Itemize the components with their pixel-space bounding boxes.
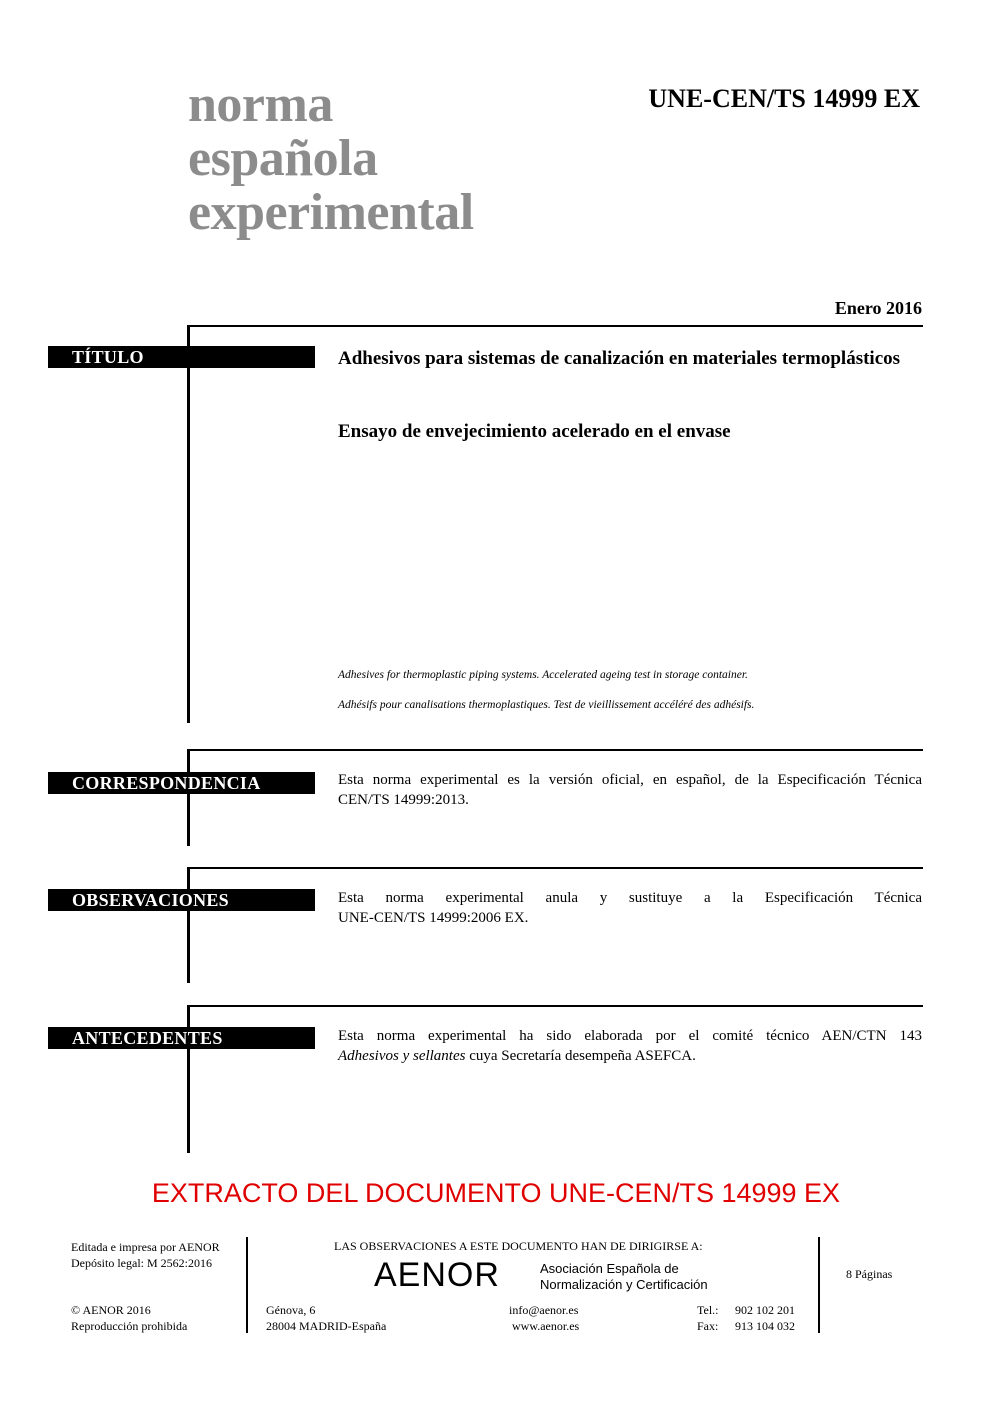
- observations-header: LAS OBSERVACIONES A ESTE DOCUMENTO HAN DE DIRIGIRSE A:: [334, 1239, 703, 1253]
- section-divider: [188, 749, 923, 751]
- footer-edition: [71, 1239, 220, 1271]
- observaciones-line2: UNE-CEN/TS 14999:2006 EX.: [338, 910, 529, 926]
- address-street: Génova, 6: [266, 1303, 316, 1317]
- correspondencia-line2: CEN/TS 14999:2013.: [338, 792, 469, 808]
- document-type-heading: [188, 78, 474, 240]
- footer-phone-labels: [697, 1302, 719, 1334]
- label-correspondencia: CORRESPONDENCIA: [48, 772, 315, 794]
- brand-line: experimental: [188, 184, 474, 241]
- publication-date: Enero 2016: [834, 298, 922, 318]
- fax-number: 913 104 032: [735, 1319, 795, 1333]
- edited-by: Editada e impresa por AENOR: [71, 1240, 220, 1254]
- antecedentes-text: [338, 1026, 922, 1066]
- address-city: 28004 MADRID-España: [266, 1319, 387, 1333]
- aenor-logo: AENOR: [374, 1256, 500, 1294]
- fax-label: Fax:: [697, 1319, 719, 1333]
- section-divider: [188, 867, 923, 869]
- footer-copyright: [71, 1302, 187, 1334]
- standard-code: UNE-CEN/TS 14999 EX: [648, 84, 920, 113]
- aenor-desc-line: Normalización y Certificación: [540, 1277, 708, 1292]
- title-english: Adhesives for thermoplastic piping systems. Accelerated ageing test in storage container.: [338, 669, 748, 681]
- email-link[interactable]: info@aenor.es: [509, 1303, 579, 1317]
- extract-notice: EXTRACTO DEL DOCUMENTO UNE-CEN/TS 14999 EX: [151, 1178, 841, 1208]
- title-sub: Ensayo de envejecimiento acelerado en el envase: [338, 421, 731, 442]
- legal-deposit: Depósito legal: M 2562:2016: [71, 1256, 212, 1270]
- reproduction-notice: Reproducción prohibida: [71, 1319, 188, 1333]
- secretariat-text: cuya Secretaría desempeña ASEFCA.: [465, 1048, 696, 1064]
- copyright: © AENOR 2016: [71, 1303, 151, 1317]
- antecedentes-line1: Esta norma experimental ha sido elaborada por el comité técnico AEN/CTN 143: [338, 1028, 922, 1044]
- aenor-desc-line: Asociación Española de: [540, 1261, 679, 1276]
- observaciones-line1: Esta norma experimental anula y sustituye a la Especificación Técnica: [338, 890, 922, 906]
- footer-divider: [246, 1237, 248, 1333]
- label-titulo: TÍTULO: [48, 346, 315, 368]
- aenor-description: [540, 1261, 708, 1293]
- antecedentes-line2: [338, 1046, 922, 1066]
- web-link[interactable]: www.aenor.es: [512, 1319, 580, 1333]
- correspondencia-text: [338, 770, 922, 810]
- title-french: Adhésifs pour canalisations thermoplastiques. Test de vieillissement accéléré des adhésifs.: [338, 699, 755, 711]
- section-vertical-rule: [187, 325, 190, 723]
- brand-line: norma: [188, 76, 333, 133]
- footer-phone-values: [735, 1302, 795, 1334]
- section-divider: [188, 325, 923, 327]
- section-vertical-rule: [187, 867, 190, 983]
- footer-address: [266, 1302, 386, 1334]
- observaciones-text: [338, 888, 922, 928]
- section-divider: [188, 1005, 923, 1007]
- label-antecedentes: ANTECEDENTES: [48, 1027, 315, 1049]
- label-observaciones: OBSERVACIONES: [48, 889, 315, 911]
- footer-divider: [818, 1237, 820, 1333]
- page-count: 8 Páginas: [846, 1267, 893, 1281]
- section-vertical-rule: [187, 749, 190, 846]
- tel-label: Tel.:: [697, 1303, 719, 1317]
- tel-number: 902 102 201: [735, 1303, 795, 1317]
- footer-contact: [509, 1302, 579, 1334]
- brand-line: española: [188, 130, 378, 187]
- title-main: Adhesivos para sistemas de canalización en materiales termoplásticos: [338, 348, 901, 369]
- correspondencia-line1: Esta norma experimental es la versión oficial, en español, de la Especificación Técnica: [338, 772, 922, 788]
- committee-name: Adhesivos y sellantes: [338, 1048, 466, 1064]
